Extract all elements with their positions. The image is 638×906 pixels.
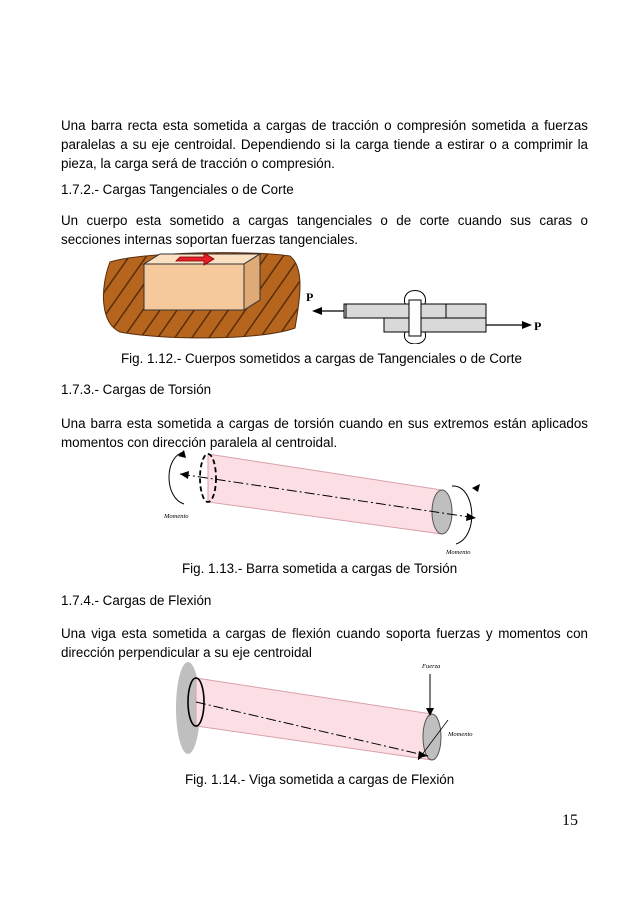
bending-paragraph: Una viga esta sometida a cargas de flexión cuando soporta fuerzas y momentos con dirección perpendicular a su eje centroidal [61, 626, 588, 660]
heading-bending: 1.7.4.- Cargas de Flexión [61, 593, 212, 608]
caption-fig-1-13: Fig. 1.13.- Barra sometida a cargas de Torsión [182, 561, 458, 576]
heading-torsion: 1.7.3.- Cargas de Torsión [61, 382, 212, 397]
block [144, 253, 260, 310]
moment-label: Momento [448, 731, 473, 738]
torsion-paragraph: Una barra esta sometida a cargas de torsión cuando en sus extremos están aplicados momentos con dirección paralela al centroidal. [61, 416, 588, 450]
caption-fig-1-12: Fig. 1.12.- Cuerpos sometidos a cargas de Tangenciales o de Corte [121, 351, 522, 366]
page-number: 15 [562, 812, 578, 829]
force-label: Fuerza [422, 663, 441, 670]
heading-shear: 1.7.2.- Cargas Tangenciales o de Corte [61, 182, 294, 197]
figure-shear [100, 248, 560, 344]
force-label-left: P [306, 290, 314, 304]
caption-fig-1-14: Fig. 1.14.- Viga sometida a cargas de Flexión [185, 772, 455, 787]
shear-paragraph: Un cuerpo esta sometido a cargas tangenciales o de corte cuando sus caras o secciones internas soportan fuerzas tangenciales. [61, 213, 588, 247]
moment-arrow-left [169, 450, 186, 504]
cantilever-beam [188, 678, 441, 760]
moment-arrow-right [452, 484, 480, 544]
moment-label-left: Momento [164, 513, 189, 520]
figure-bending [166, 656, 486, 768]
force-label-right: P [534, 319, 542, 333]
shear-joint-diagram [306, 290, 541, 344]
figure-torsion [150, 448, 490, 560]
moment-label-right: Momento [446, 549, 471, 556]
torsion-bar [180, 454, 476, 534]
intro-paragraph: Una barra recta esta sometida a cargas de tracción o compresión sometida a fuerzas paralelas a su eje centroidal. Dependiendo si la carga tiende a estirar o a comprimir la pieza, la carga será de tracción o compresión. [61, 118, 588, 171]
force-arrow [426, 674, 434, 716]
